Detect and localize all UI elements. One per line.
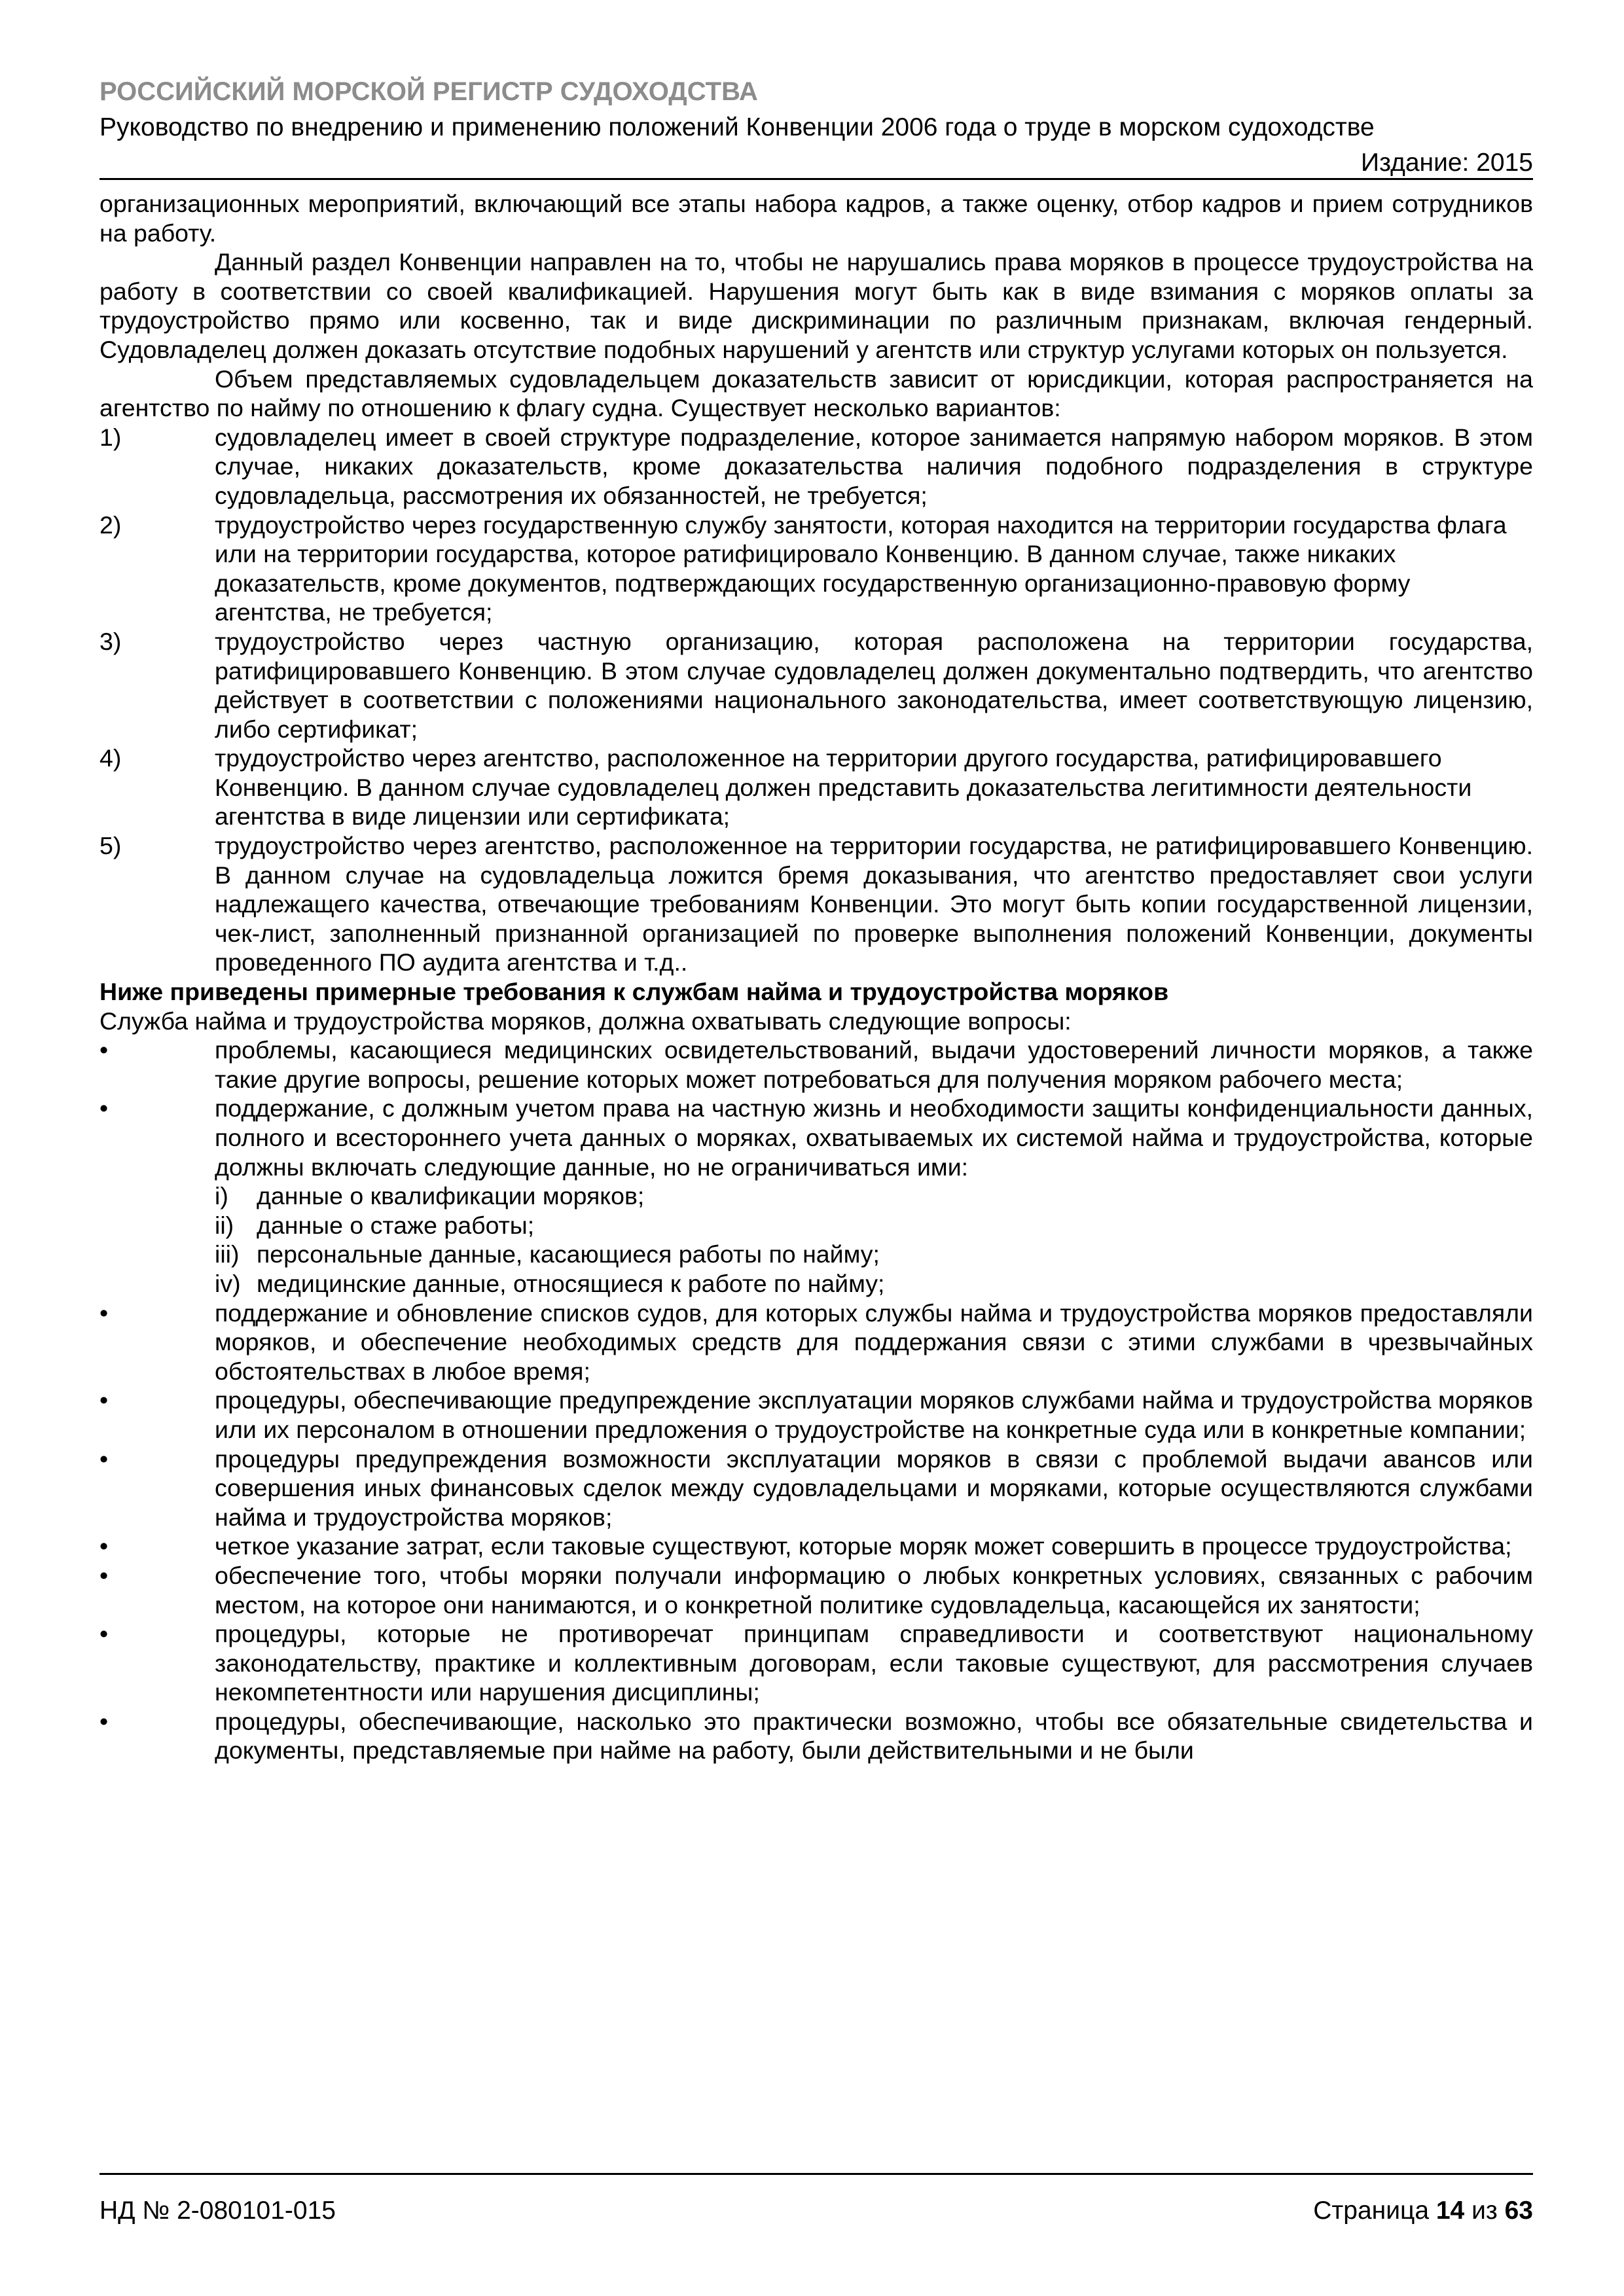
bullet-item: [99, 1386, 1533, 1444]
bullet-item: [99, 1444, 1533, 1532]
item-number: 3): [99, 627, 122, 655]
sub-item-number: i): [215, 1182, 228, 1210]
bullet-item: [99, 1299, 1533, 1386]
bullet-text: процедуры, обеспечивающие предупреждение эксплуатации моряков службами найма и трудоустройства моряков или их персоналом в отношении предложения о трудоустройстве на конкретные суда или в конкретные компании;: [215, 1386, 1533, 1443]
numbered-item: [99, 511, 1533, 627]
bullet-marker: •: [99, 1094, 109, 1122]
bullet-marker: •: [99, 1386, 109, 1414]
paragraph: Данный раздел Конвенции направлен на то, чтобы не нарушались права моряков в процессе трудоустройства на работу в соответствии со своей квалификацией. Нарушения могут быть как в виде взимания с моряков оплаты за трудоустройство прямо или косвенно, так и виде дискриминации по различным признакам, включая гендерный. Судовладелец должен доказать отсутствие подобных нарушений у агентств или структур услугами которых он пользуется.: [99, 248, 1533, 363]
item-text: трудоустройство через частную организацию, которая расположена на территории государства, ратифицировавшего Конвенцию. В этом случае судовладелец должен документально подтвердить, что агентство действует в соответствии с положениями национального законодательства, имеет соответствующую лицензию, либо сертификат;: [215, 627, 1533, 743]
item-number: 2): [99, 511, 122, 539]
sub-item: [215, 1211, 1533, 1240]
bullet-text: поддержание и обновление списков судов, для которых службы найма и трудоустройства моряков предоставляли моряков, и обеспечение необходимых средств для поддержания связи с этими службами в чрезвычайных обстоятельствах в любое время;: [215, 1299, 1533, 1385]
sub-item-number: iv): [215, 1269, 241, 1297]
sub-item-text: данные о квалификации моряков;: [257, 1182, 645, 1210]
page-current: 14: [1435, 2197, 1465, 2225]
bullet-marker: •: [99, 1620, 109, 1648]
paragraph: организационных мероприятий, включающий все этапы набора кадров, а также оценку, отбор кадров и прием сотрудников на работу.: [99, 190, 1533, 247]
bullet-text: процедуры, обеспечивающие, насколько это практически возможно, чтобы все обязательные свидетельства и документы, представляемые при найме на работу, были действительными и не были: [215, 1707, 1533, 1765]
bullet-text: процедуры предупреждения возможности эксплуатации моряков в связи с проблемой выдачи авансов или совершения иных финансовых сделок между судовладельцами и моряками, которые осуществляются службами найма и трудоустройства моряков;: [215, 1444, 1533, 1531]
bullet-marker: •: [99, 1036, 109, 1064]
bullet-item: [99, 1707, 1533, 1765]
sub-item-number: ii): [215, 1211, 234, 1239]
bullet-marker: •: [99, 1707, 109, 1735]
bullet-marker: •: [99, 1532, 109, 1560]
sub-item: [215, 1240, 1533, 1269]
numbered-item: [99, 744, 1533, 831]
page-total: 63: [1504, 2197, 1533, 2225]
sub-item-text: данные о стаже работы;: [257, 1211, 535, 1239]
edition-label: Издание: 2015: [1361, 149, 1533, 177]
footer-divider: [99, 2173, 1533, 2175]
bullet-item: [99, 1619, 1533, 1707]
bullet-item: [99, 1035, 1533, 1094]
sub-item-text: персональные данные, касающиеся работы по найму;: [257, 1240, 880, 1268]
numbered-item: [99, 627, 1533, 744]
sub-item-text: медицинские данные, относящиеся к работе по найму;: [257, 1269, 885, 1297]
paragraph: Объем представляемых судовладельцем доказательств зависит от юрисдикции, которая распространяется на агентство по найму по отношению к флагу судна. Существует несколько вариантов:: [99, 365, 1533, 422]
sub-item: [215, 1269, 1533, 1299]
page-word: Страница: [1313, 2197, 1430, 2225]
bullet-text: четкое указание затрат, если таковые существуют, которые моряк может совершить в процессе трудоустройства;: [215, 1532, 1512, 1560]
document-subtitle: Руководство по внедрению и применению положений Конвенции 2006 года о труде в морском судоходстве: [99, 113, 1375, 141]
bullet-text: обеспечение того, чтобы моряки получали информацию о любых конкретных условиях, связанных с рабочим местом, на которое они нанимаются, и о конкретной политике судовладельца, касающейся их занятости;: [215, 1561, 1533, 1619]
bullet-item: [99, 1094, 1533, 1181]
document-number: НД № 2-080101-015: [99, 2197, 336, 2225]
numbered-item: [99, 831, 1533, 977]
bullet-text: процедуры, которые не противоречат принципам справедливости и соответствуют национальному законодательству, практике и коллективным договорам, если таковые существуют, для рассмотрения случаев некомпетентности или нарушения дисциплины;: [215, 1620, 1533, 1706]
item-text: трудоустройство через агентство, расположенное на территории другого государства, ратифицировавшего Конвенцию. В данном случае судовладелец должен представить доказательства легитимности деятельности агентства в виде лицензии или сертификата;: [215, 744, 1472, 831]
bullet-marker: •: [99, 1561, 109, 1589]
numbered-item: [99, 423, 1533, 511]
bullet-item: [99, 1561, 1533, 1619]
bullet-text: поддержание, с должным учетом права на частную жизнь и необходимости защиты конфиденциальности данных, полного и всестороннего учета данных о моряках, охватываемых их системой найма и трудоустройства, которые должны включать следующие данные, но не ограничиваться ими:: [215, 1094, 1533, 1181]
item-text: судовладелец имеет в своей структуре подразделение, которое занимается напрямую набором моряков. В этом случае, никаких доказательств, кроме доказательства наличия подобного подразделения в структуре судовладельца, рассмотрения их обязанностей, не требуется;: [215, 423, 1533, 509]
sub-item-number: iii): [215, 1240, 240, 1268]
lead-sentence: Служба найма и трудоустройства моряков, должна охватывать следующие вопросы:: [99, 1007, 1072, 1035]
item-number: 5): [99, 832, 122, 860]
section-heading: Ниже приведены примерные требования к службам найма и трудоустройства моряков: [99, 978, 1169, 1006]
page-body: [99, 189, 1533, 1765]
header-divider: [99, 178, 1533, 180]
bullet-marker: •: [99, 1299, 109, 1327]
page-header: [99, 73, 1533, 181]
bullet-marker: •: [99, 1444, 109, 1473]
item-number: 4): [99, 744, 122, 772]
item-text: трудоустройство через агентство, расположенное на территории государства, не ратифицировавшего Конвенцию. В данном случае на судовладельца ложится бремя доказывания, что агентство предоставляет свои услуги надлежащего качества, отвечающие требованиям Конвенции. Это могут быть копии государственной лицензии, чек-лист, заполненный признанной организацией по проверке выполнения положений Конвенции, документы проведенного ПО аудита агентства и т.д..: [215, 832, 1533, 977]
item-text: трудоустройство через государственную службу занятости, которая находится на территории государства флага или на территории государства, которое ратифицировало Конвенцию. В данном случае, также никаких доказательств, кроме документов, подтверждающих государственную организационно-правовую форму агентства, не требуется;: [215, 511, 1507, 626]
item-number: 1): [99, 423, 122, 451]
bullet-text: проблемы, касающиеся медицинских освидетельствований, выдачи удостоверений личности моряков, а также такие другие вопросы, решение которых может потребоваться для получения моряком рабочего места;: [215, 1036, 1533, 1093]
page-of: из: [1471, 2197, 1498, 2225]
page-indicator: [1313, 2195, 1533, 2227]
sub-item: [215, 1181, 1533, 1211]
bullet-item: [99, 1532, 1533, 1561]
organization-name: РОССИЙСКИЙ МОРСКОЙ РЕГИСТР СУДОХОДСТВА: [99, 77, 758, 106]
